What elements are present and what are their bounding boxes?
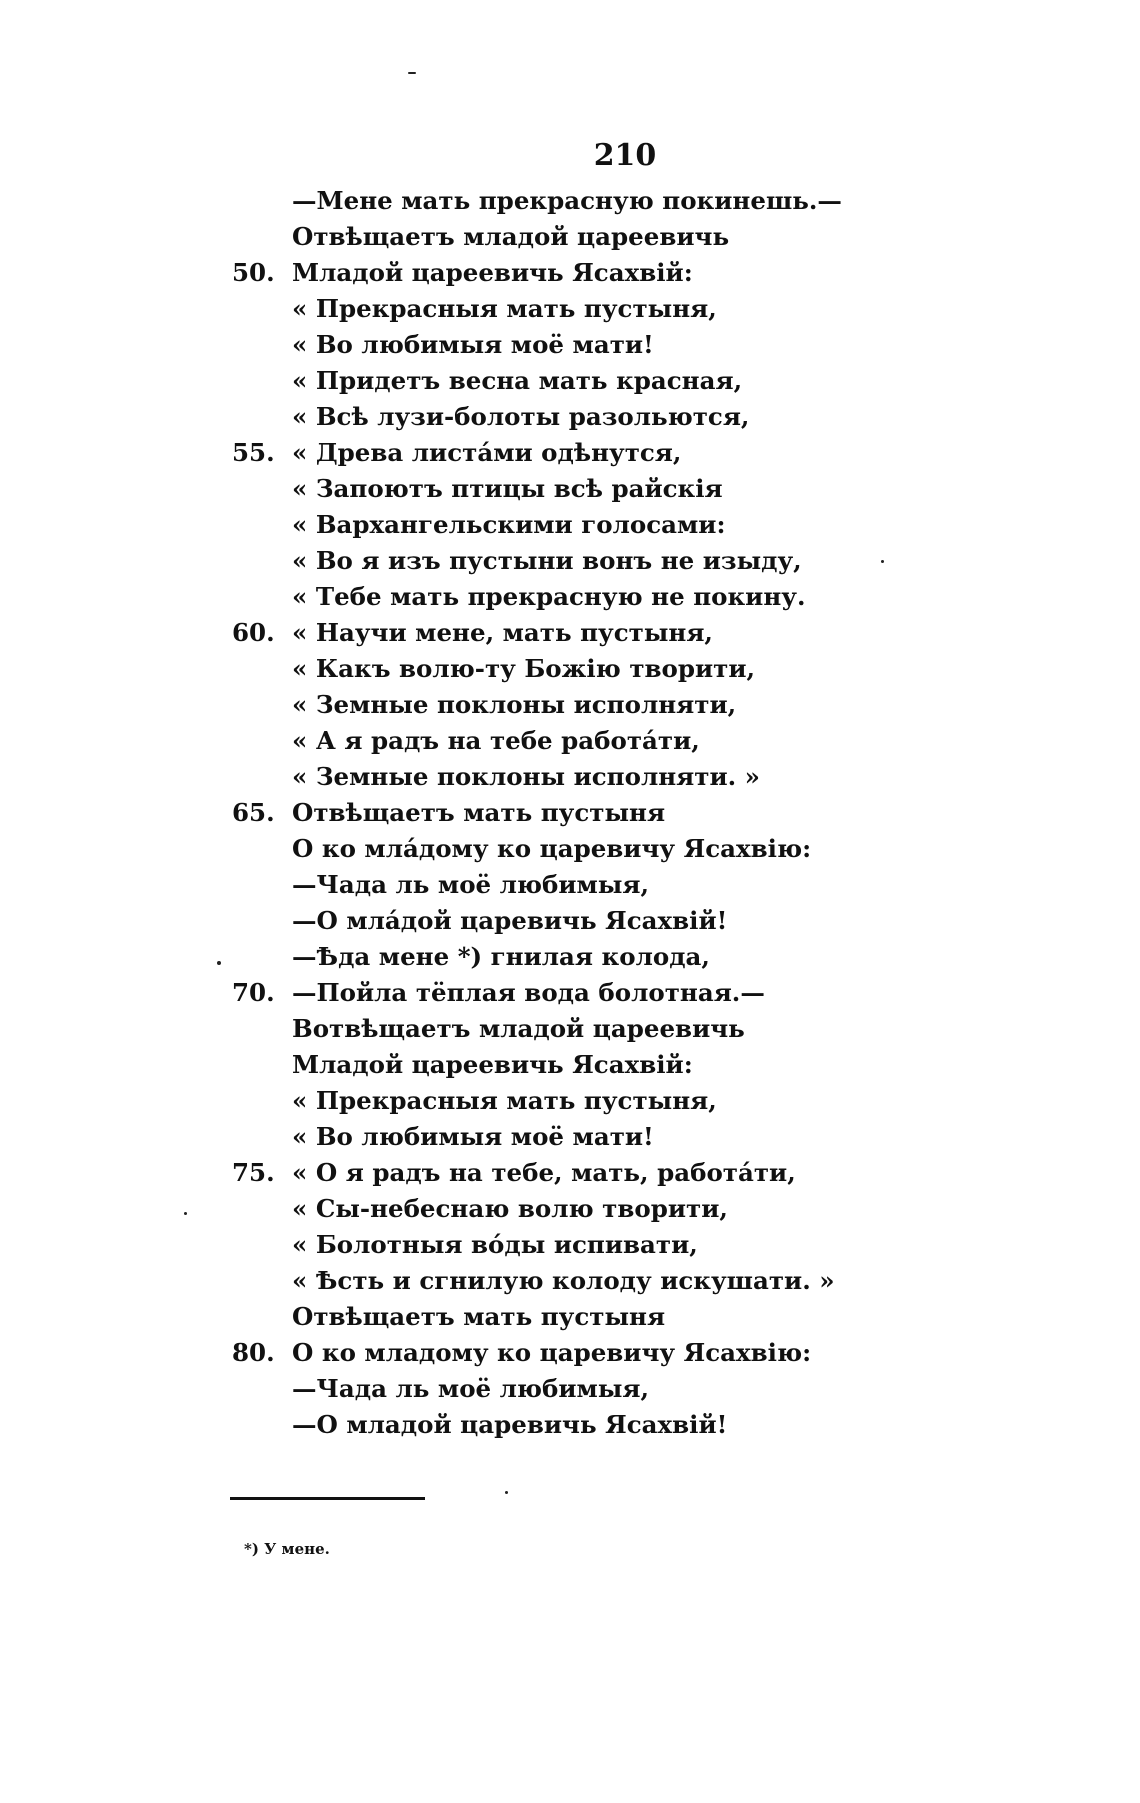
verse-line xyxy=(232,543,852,579)
verse-line xyxy=(232,327,852,363)
verse-line xyxy=(232,687,852,723)
line-number: 50. xyxy=(232,258,275,287)
verse-line xyxy=(232,867,852,903)
verse-line xyxy=(232,579,852,615)
verse-line xyxy=(232,1407,852,1443)
line-number: 75. xyxy=(232,1158,275,1187)
scan-speck xyxy=(408,72,416,74)
line-text: « Прекрасныя мать пустыня, xyxy=(292,1086,717,1115)
line-text: « Научи мене, мать пустыня, xyxy=(292,618,713,647)
verse-block xyxy=(232,183,852,1443)
line-text: —О младой царевичь Ясахвій! xyxy=(292,1410,728,1439)
verse-line xyxy=(232,939,852,975)
line-text: « Вархангельскими голосами: xyxy=(292,510,726,539)
line-number: 65. xyxy=(232,798,275,827)
verse-line xyxy=(232,1047,852,1083)
line-text: « Земные поклоны исполняти. » xyxy=(292,762,760,791)
footnote: *) У мене. xyxy=(244,1540,330,1558)
line-text: « Сы-небеснаю волю творити, xyxy=(292,1194,728,1223)
line-text: Отвѣщаетъ младой цареевичь xyxy=(292,222,730,251)
line-number: 60. xyxy=(232,618,275,647)
line-text: О ко млáдому ко царевичу Ясахвію: xyxy=(292,834,812,863)
line-text: « Древа листáми одѣнутся, xyxy=(292,438,682,467)
line-number: 70. xyxy=(232,978,275,1007)
line-text: —О млáдой царевичь Ясахвій! xyxy=(292,906,728,935)
line-text: Младой цареевичь Ясахвій: xyxy=(292,1050,693,1079)
line-text: « Во любимыя моё мати! xyxy=(292,1122,654,1151)
verse-line xyxy=(232,363,852,399)
scan-speck xyxy=(184,1212,187,1215)
verse-line xyxy=(232,903,852,939)
verse-line xyxy=(232,255,852,291)
line-text: « Запоютъ птицы всѣ райскія xyxy=(292,474,723,503)
footnote-divider xyxy=(230,1497,425,1500)
verse-line xyxy=(232,1155,852,1191)
verse-line xyxy=(232,1299,852,1335)
line-text: « Во любимыя моё мати! xyxy=(292,330,654,359)
line-text: Отвѣщаетъ мать пустыня xyxy=(292,798,666,827)
verse-line xyxy=(232,759,852,795)
verse-line xyxy=(232,651,852,687)
line-text: —Мене мать прекрасную покинешь.— xyxy=(292,186,842,215)
line-text: « А я радъ на тебе работáти, xyxy=(292,726,700,755)
verse-line xyxy=(232,1335,852,1371)
line-text: Вотвѣщаетъ младой цареевичь xyxy=(292,1014,745,1043)
line-text: « Болотныя вóды испивати, xyxy=(292,1230,698,1259)
line-text: —Чада ль моё любимыя, xyxy=(292,1374,650,1403)
verse-line xyxy=(232,795,852,831)
line-text: « Земные поклоны исполняти, xyxy=(292,690,737,719)
line-text: Младой цареевичь Ясахвій: xyxy=(292,258,693,287)
line-text: —Пойла тёплая вода болотная.— xyxy=(292,978,765,1007)
line-text: —Чада ль моё любимыя, xyxy=(292,870,650,899)
line-text: —Ѣда мене *) гнилая колода, xyxy=(292,942,710,971)
line-text: « Ѣсть и сгнилую колоду искушати. » xyxy=(292,1266,835,1295)
verse-line xyxy=(232,399,852,435)
line-text: « Придетъ весна мать красная, xyxy=(292,366,743,395)
line-text: « Тебе мать прекрасную не покину. xyxy=(292,582,806,611)
line-text: « Прекрасныя мать пустыня, xyxy=(292,294,717,323)
line-text: О ко младому ко царевичу Ясахвію: xyxy=(292,1338,812,1367)
verse-line xyxy=(232,1011,852,1047)
page-number: 210 xyxy=(593,138,657,173)
verse-line xyxy=(232,1227,852,1263)
verse-line xyxy=(232,615,852,651)
line-number: 80. xyxy=(232,1338,275,1367)
verse-line xyxy=(232,1263,852,1299)
verse-line xyxy=(232,1371,852,1407)
scan-speck xyxy=(881,560,884,563)
verse-line xyxy=(232,435,852,471)
line-text: Отвѣщаетъ мать пустыня xyxy=(292,1302,666,1331)
line-text: « О я радъ на тебе, мать, работáти, xyxy=(292,1158,796,1187)
verse-line xyxy=(232,183,852,219)
line-text: « Какъ волю-ту Божію творити, xyxy=(292,654,756,683)
line-text: « Всѣ лузи-болоты разольются, xyxy=(292,402,750,431)
verse-line xyxy=(232,1191,852,1227)
verse-line xyxy=(232,975,852,1011)
verse-line xyxy=(232,1119,852,1155)
scan-speck xyxy=(217,961,221,965)
scan-speck xyxy=(505,1491,508,1494)
verse-line xyxy=(232,723,852,759)
line-text: « Во я изъ пустыни вонъ не изыду, xyxy=(292,546,802,575)
verse-line xyxy=(232,471,852,507)
verse-line xyxy=(232,831,852,867)
line-number: 55. xyxy=(232,438,275,467)
verse-line xyxy=(232,1083,852,1119)
verse-line xyxy=(232,291,852,327)
verse-line xyxy=(232,219,852,255)
verse-line xyxy=(232,507,852,543)
